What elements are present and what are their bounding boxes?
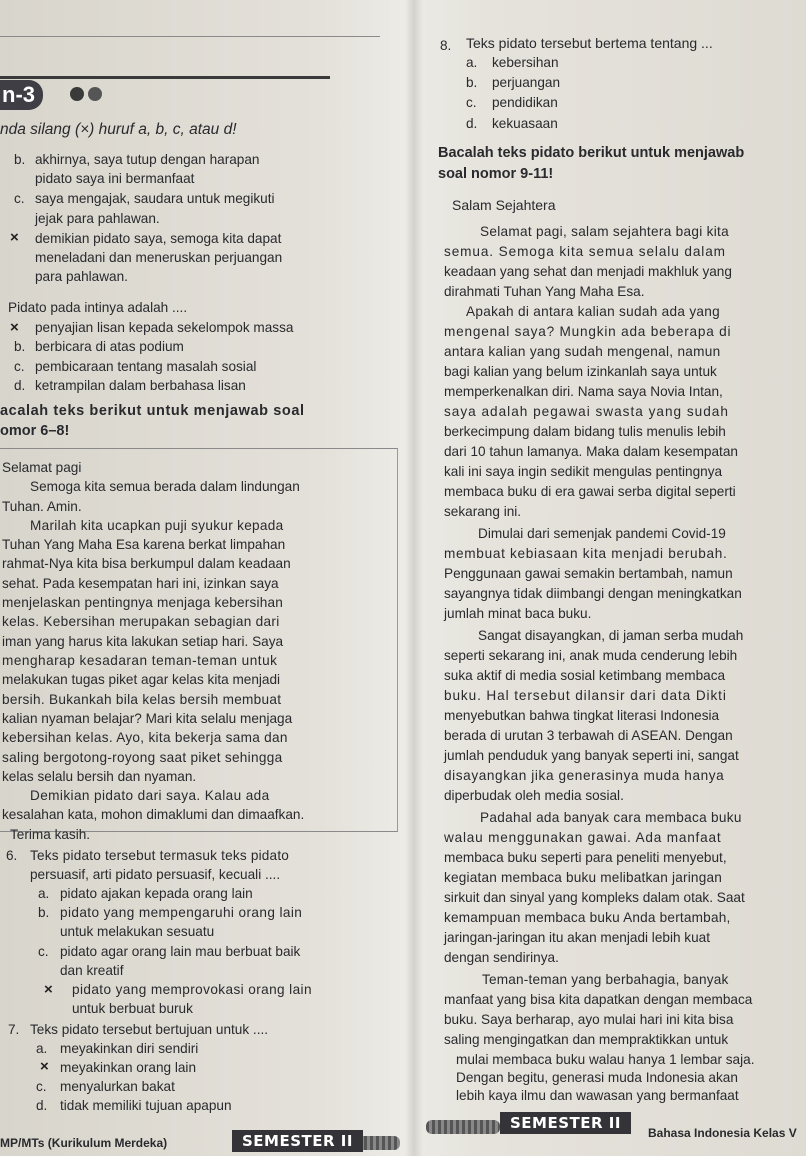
speech-line: dari 10 tahun lamanya. Maka dalam kesempatan xyxy=(444,444,738,459)
option-text: meyakinkan orang lain xyxy=(60,1060,197,1075)
speech-line: bagi kalian yang belum izinkanlah saya untuk xyxy=(444,364,717,379)
speech-line: suka aktif di media sosial ketimbang membaca xyxy=(444,668,726,683)
option-text: dan kreatif xyxy=(60,963,124,978)
header-band xyxy=(0,76,330,79)
chapter-label: n-3 xyxy=(0,80,43,110)
option-text: untuk berbuat buruk xyxy=(72,1001,193,1016)
speech-line: Semoga kita semua berada dalam lindungan xyxy=(30,479,300,494)
speech-line: jumlah penduduk yang banyak seperti ini, sangat xyxy=(444,748,739,763)
option-text: kekuasaan xyxy=(492,116,558,131)
speech-line: jaringan-jaringan itu akan menjadi lebih kuat xyxy=(444,930,711,945)
question-number: 7. xyxy=(8,1022,20,1037)
speech-line: membaca buku di era gawai serba digital seperti xyxy=(444,484,736,499)
speech-line: Selamat pagi, salam sejahtera bagi kita xyxy=(480,224,729,239)
question-number: 6. xyxy=(6,848,18,863)
speech-line: membuat kebiasaan kita menjadi berubah. xyxy=(444,546,728,561)
speech-line: Dengan begitu, generasi muda Indonesia akan xyxy=(456,1070,738,1085)
speech-line: saling bergotong-royong saat piket sehingga xyxy=(2,750,283,765)
option-text: pidato yang memprovokasi orang lain xyxy=(72,982,312,997)
decor-dot-icon xyxy=(70,87,84,101)
speech-line: disayangkan jika generasinya muda hanya xyxy=(444,768,725,783)
speech-line: kemampuan membaca buku Anda bertambah, xyxy=(444,910,731,925)
speech-line: menjelaskan pentingnya menjaga kebersihan xyxy=(2,595,284,610)
speech-line: Tuhan. Amin. xyxy=(2,499,82,514)
speech-line: kesalahan kata, mohon dimaklumi dan dimaafkan. xyxy=(2,807,305,822)
question-stem: Teks pidato tersebut termasuk teks pidato xyxy=(30,848,290,863)
footer-text: MP/MTs (Kurikulum Merdeka) xyxy=(0,1136,168,1150)
speech-line: rahmat-Nya kita bisa berkumpul dalam keadaan xyxy=(2,556,291,571)
speech-line: buku. Hal tersebut dilansir dari data Dikti xyxy=(444,688,727,703)
option-letter: c. xyxy=(466,95,477,110)
speech-line: jumlah minat baca buku. xyxy=(444,606,592,621)
answer-cross-icon: × xyxy=(44,981,53,998)
speech-line: keadaan yang sehat dan menjadi makhluk yang xyxy=(444,264,732,279)
semester-badge: SEMESTER II xyxy=(500,1112,631,1134)
answer-cross-icon: × xyxy=(10,229,19,246)
speech-title: Salam Sejahtera xyxy=(452,197,556,213)
question-stem: Teks pidato tersebut bertujuan untuk .... xyxy=(30,1022,269,1037)
reading-instruction: Bacalah teks pidato berikut untuk menjawab xyxy=(438,145,745,161)
reading-instruction: acalah teks berikut untuk menjawab soal xyxy=(0,403,305,419)
option-letter: b. xyxy=(14,152,26,167)
speech-line: sekarang ini. xyxy=(444,504,522,519)
speech-line: manfaat yang bisa kita dapatkan dengan membaca xyxy=(444,992,753,1007)
speech-line: menyebutkan bahwa tingkat literasi Indonesia xyxy=(444,708,720,723)
speech-line: sayangnya tidak diimbangi dengan meningkatkan xyxy=(444,586,742,601)
speech-line: saya adalah pegawai swasta yang sudah xyxy=(444,404,729,419)
option-text: berbicara di atas podium xyxy=(35,339,184,354)
reading-instruction: omor 6–8! xyxy=(0,423,70,439)
speech-line: antara kalian yang sudah mengenal, namun xyxy=(444,344,721,359)
speech-line: melakukan tugas piket agar kelas kita menjadi xyxy=(2,672,281,687)
speech-line: kegiatan membaca buku melibatkan jaringan xyxy=(444,870,722,885)
speech-line: sirkuit dan sinyal yang kompleks dalam otak. Saat xyxy=(444,890,745,905)
option-text: meyakinkan diri sendiri xyxy=(60,1041,199,1056)
option-letter: b. xyxy=(466,75,478,90)
option-letter: d. xyxy=(14,378,26,393)
speech-line: membaca buku seperti para peneliti menyebut, xyxy=(444,850,727,865)
question-number: 8. xyxy=(440,38,452,53)
option-letter: b. xyxy=(38,905,50,920)
option-text: pidato agar orang lain mau berbuat baik xyxy=(60,944,301,959)
option-letter: a. xyxy=(466,55,478,70)
footer-text: Bahasa Indonesia Kelas V xyxy=(648,1126,797,1140)
speech-line: diperbudak oleh media sosial. xyxy=(444,788,624,803)
question-stem: Teks pidato tersebut bertema tentang ... xyxy=(466,35,713,51)
option-letter: d. xyxy=(36,1098,48,1113)
question-stem: persuasif, arti pidato persuasif, kecuali .... xyxy=(30,867,281,882)
question-stem: Pidato pada intinya adalah .... xyxy=(8,300,188,315)
instruction: nda silang (×) huruf a, b, c, atau d! xyxy=(0,121,237,138)
speech-line: Marilah kita ucapkan puji syukur kepada xyxy=(30,518,284,533)
option-text: pembicaraan tentang masalah sosial xyxy=(35,359,257,374)
speech-line: Teman-teman yang berbahagia, banyak xyxy=(482,972,729,987)
speech-line: buku. Saya berharap, ayo mulai hari ini kita bisa xyxy=(444,1012,734,1027)
speech-line: Apakah di antara kalian sudah ada yang xyxy=(466,304,721,319)
option-text: jejak para pahlawan. xyxy=(35,211,160,226)
speech-line: memperkenalkan diri. Nama saya Novia Intan, xyxy=(444,384,723,399)
option-letter: c. xyxy=(36,1079,47,1094)
speech-line: semua. Semoga kita semua selalu dalam xyxy=(444,244,726,259)
semester-badge: SEMESTER II xyxy=(232,1130,363,1152)
speech-line: Tuhan Yang Maha Esa karena berkat limpahan xyxy=(2,537,286,552)
speech-line: iman yang harus kita lakukan setiap hari. Saya xyxy=(2,634,284,649)
speech-line: berkecimpung dalam bidang tulis menulis lebih xyxy=(444,424,726,439)
option-letter: c. xyxy=(14,191,25,206)
speech-line: kalian nyaman belajar? Mari kita selalu menjaga xyxy=(2,711,293,726)
speech-line: lebih kaya ilmu dan wawasan yang bermanfaat xyxy=(456,1088,739,1103)
speech-line: Padahal ada banyak cara membaca buku xyxy=(480,810,742,825)
option-letter: c. xyxy=(14,359,25,374)
option-text: ketrampilan dalam berbahasa lisan xyxy=(35,378,246,393)
speech-line: Penggunaan gawai semakin bertambah, namun xyxy=(444,566,733,581)
speech-line: mulai membaca buku walau hanya 1 lembar saja. xyxy=(456,1052,755,1067)
speech-line: sehat. Pada kesempatan hari ini, izinkan saya xyxy=(2,576,279,591)
reading-instruction: soal nomor 9-11! xyxy=(438,166,554,182)
option-text: demikian pidato saya, semoga kita dapat xyxy=(35,231,282,246)
answer-cross-icon: × xyxy=(10,319,19,336)
speech-line: kelas selalu bersih dan nyaman. xyxy=(2,769,197,784)
option-text: pidato ajakan kepada orang lain xyxy=(60,886,253,901)
option-letter: b. xyxy=(14,339,26,354)
option-text: tidak memiliki tujuan apapun xyxy=(60,1098,232,1113)
option-text: para pahlawan. xyxy=(35,269,128,284)
speech-line: dengan sendirinya. xyxy=(444,950,559,965)
speech-line: Demikian pidato dari saya. Kalau ada xyxy=(30,788,270,803)
speech-line: mengenal saya? Mungkin ada beberapa di xyxy=(444,324,732,339)
option-text: saya mengajak, saudara untuk megikuti xyxy=(35,191,275,206)
header-rule xyxy=(0,36,380,37)
answer-cross-icon: × xyxy=(40,1058,49,1075)
speech-line: Sangat disayangkan, di jaman serba mudah xyxy=(478,628,744,643)
option-text: kebersihan xyxy=(492,55,559,70)
speech-line: berada di urutan 3 terbawah di ASEAN. Dengan xyxy=(444,728,733,743)
option-letter: a. xyxy=(36,1041,48,1056)
speech-line: dirahmati Tuhan Yang Maha Esa. xyxy=(444,284,645,299)
speech-line: kebersihan kelas. Ayo, kita bekerja sama dan xyxy=(2,730,288,745)
option-text: pendidikan xyxy=(492,95,558,110)
speech-greeting: Selamat pagi xyxy=(2,460,82,475)
speech-line: kelas. Kebersihan merupakan sebagian dari xyxy=(2,614,280,629)
speech-line: Dimulai dari semenjak pandemi Covid-19 xyxy=(478,526,726,541)
option-text: untuk melakukan sesuatu xyxy=(60,924,215,939)
option-text: menyalurkan bakat xyxy=(60,1079,175,1094)
speech-line: walau menggunakan gawai. Ada manfaat xyxy=(444,830,722,845)
option-letter: a. xyxy=(38,886,50,901)
speech-line: kali ini saya ingin sedikit mengulas pentingnya xyxy=(444,464,723,479)
speech-line: mengharap kesadaran teman-teman untuk xyxy=(2,653,278,668)
speech-line: bersih. Bukankah bila kelas bersih membuat xyxy=(2,692,282,707)
option-text: perjuangan xyxy=(492,75,561,90)
speech-line: seperti sekarang ini, anak muda cenderung lebih xyxy=(444,648,738,663)
option-letter: d. xyxy=(466,116,478,131)
speech-line: saling mengingatkan dan mempraktikkan untuk xyxy=(444,1032,729,1047)
option-letter: c. xyxy=(38,944,49,959)
option-text: akhirnya, saya tutup dengan harapan xyxy=(35,152,260,167)
decor-wave xyxy=(426,1120,500,1134)
speech-line: Terima kasih. xyxy=(10,827,91,842)
option-text: pidato yang mempengaruhi orang lain xyxy=(60,905,303,920)
option-text: meneladani dan meneruskan perjuangan xyxy=(35,250,283,265)
option-text: penyajian lisan kepada sekelompok massa xyxy=(35,320,294,335)
option-text: pidato saya ini bermanfaat xyxy=(35,171,195,186)
decor-dot-icon xyxy=(88,87,102,101)
page-fold xyxy=(405,0,423,1156)
